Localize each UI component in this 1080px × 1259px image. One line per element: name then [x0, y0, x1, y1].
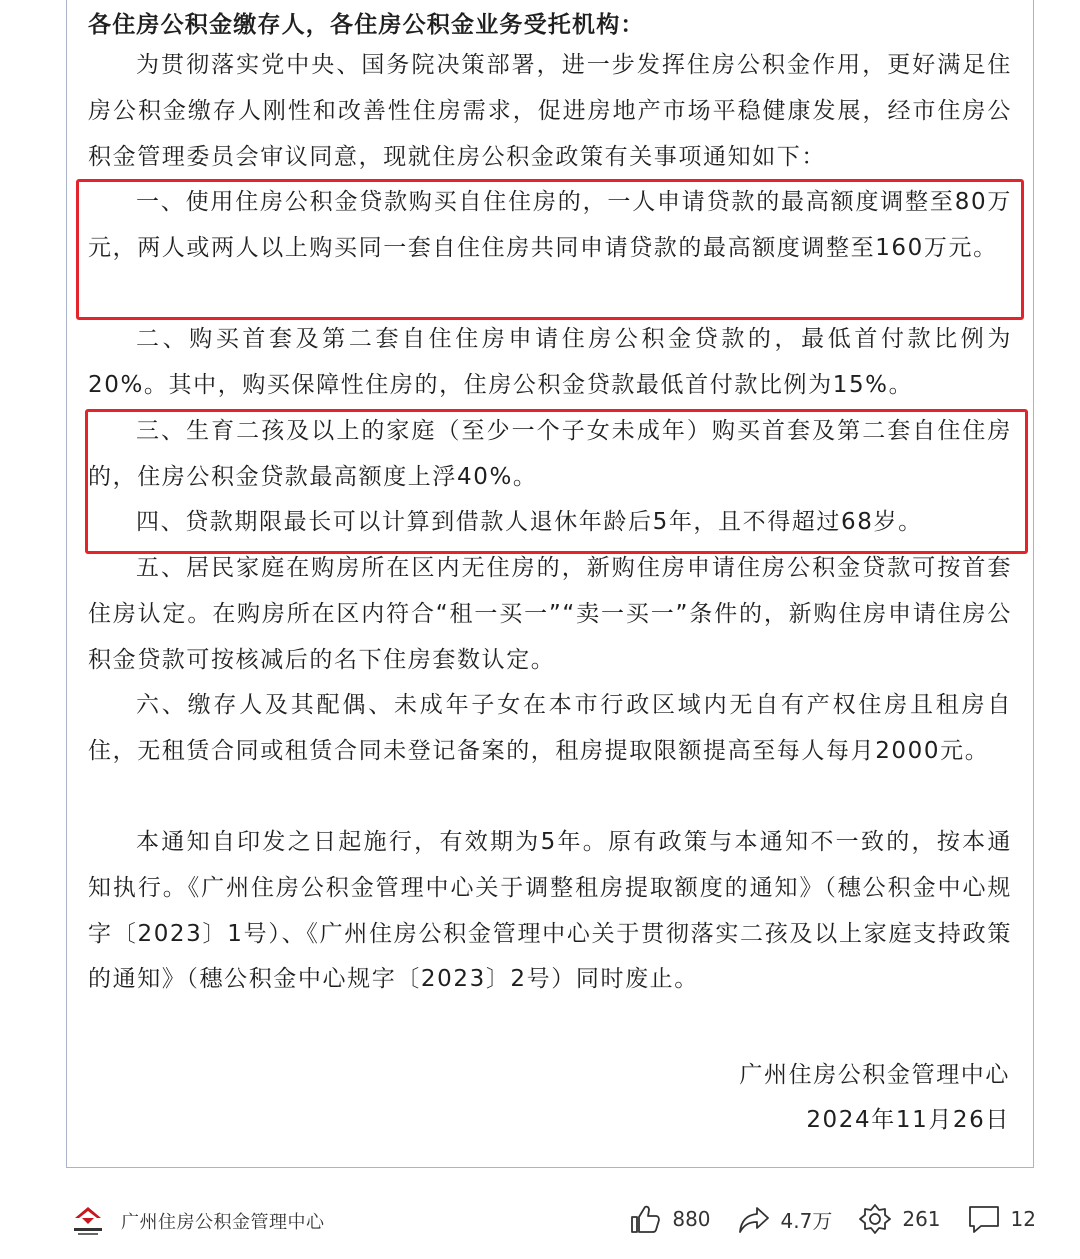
account-logo-icon [70, 1204, 106, 1238]
policy-item-6: 六、缴存人及其配偶、未成年子女在本市行政区域内无自有产权住房且租房自住，无租赁合同或租赁合同未登记备案的，租房提取限额提高至每人每月2000元。 [88, 692, 1012, 764]
policy-item-4: 四、贷款期限最长可以计算到借款人退休年龄后5年，且不得超过68岁。 [136, 509, 923, 535]
signer: 广州住房公积金管理中心 [739, 1062, 1010, 1088]
share-button[interactable] [737, 1202, 833, 1236]
thumbs-up-icon [628, 1202, 662, 1236]
recommend-icon [858, 1202, 892, 1236]
like-button[interactable] [628, 1202, 710, 1236]
action-bar [602, 1202, 1036, 1236]
recommend-button[interactable] [858, 1202, 940, 1236]
salutation: 各住房公积金缴存人，各住房公积金业务受托机构： [88, 12, 645, 38]
policy-item-3: 三、生育二孩及以上的家庭（至少一个子女未成年）购买首套及第二套自住住房的，住房公积金贷款最高额度上浮40%。 [88, 418, 1012, 490]
policy-item-5: 五、居民家庭在购房所在区内无住房的，新购住房申请住房公积金贷款可按首套住房认定。在购房所在区内符合“租一买一”“卖一买一”条件的，新购住房申请住房公积金贷款可按核减后的名下住房套数认定。 [88, 555, 1012, 673]
highlight-box-items-3-4 [85, 409, 1028, 554]
article-footer-bar [0, 1184, 1080, 1259]
policy-item-2: 二、购买首套及第二套自住住房申请住房公积金贷款的，最低首付款比例为20%。其中，购买保障性住房的，住房公积金贷款最低首付款比例为15%。 [88, 326, 1012, 398]
share-count: 4.7万 [780, 1208, 833, 1233]
comment-count: 12 [1010, 1207, 1036, 1231]
comment-button[interactable] [967, 1202, 1036, 1236]
like-count: 880 [672, 1207, 711, 1231]
account-info[interactable] [70, 1204, 325, 1238]
share-icon [737, 1202, 771, 1236]
account-name: 广州住房公积金管理中心 [121, 1212, 325, 1233]
closing-paragraph: 本通知自印发之日起施行，有效期为5年。原有政策与本通知不一致的，按本通知执行。《广州住房公积金管理中心关于调整租房提取额度的通知》（穗公积金中心规字〔2023〕1号）、《广州住房公积金管理中心关于贯彻落实二孩及以上家庭支持政策的通知》（穗公积金中心规字〔2023〕2号）同时废止。 [88, 829, 1012, 993]
issue-date: 2024年11月26日 [806, 1107, 1010, 1133]
policy-item-1: 一、使用住房公积金贷款购买自住住房的，一人申请贷款的最高额度调整至80万元，两人或两人以上购买同一套自住住房共同申请贷款的最高额度调整至160万元。 [88, 189, 1012, 261]
recommend-count: 261 [902, 1207, 941, 1231]
comment-icon [967, 1202, 1001, 1236]
highlight-box-item-1 [76, 179, 1024, 320]
intro-paragraph: 为贯彻落实党中央、国务院决策部署，进一步发挥住房公积金作用，更好满足住房公积金缴存人刚性和改善性住房需求，促进房地产市场平稳健康发展，经市住房公积金管理委员会审议同意，现就住房公积金政策有关事项通知如下： [88, 52, 1012, 170]
